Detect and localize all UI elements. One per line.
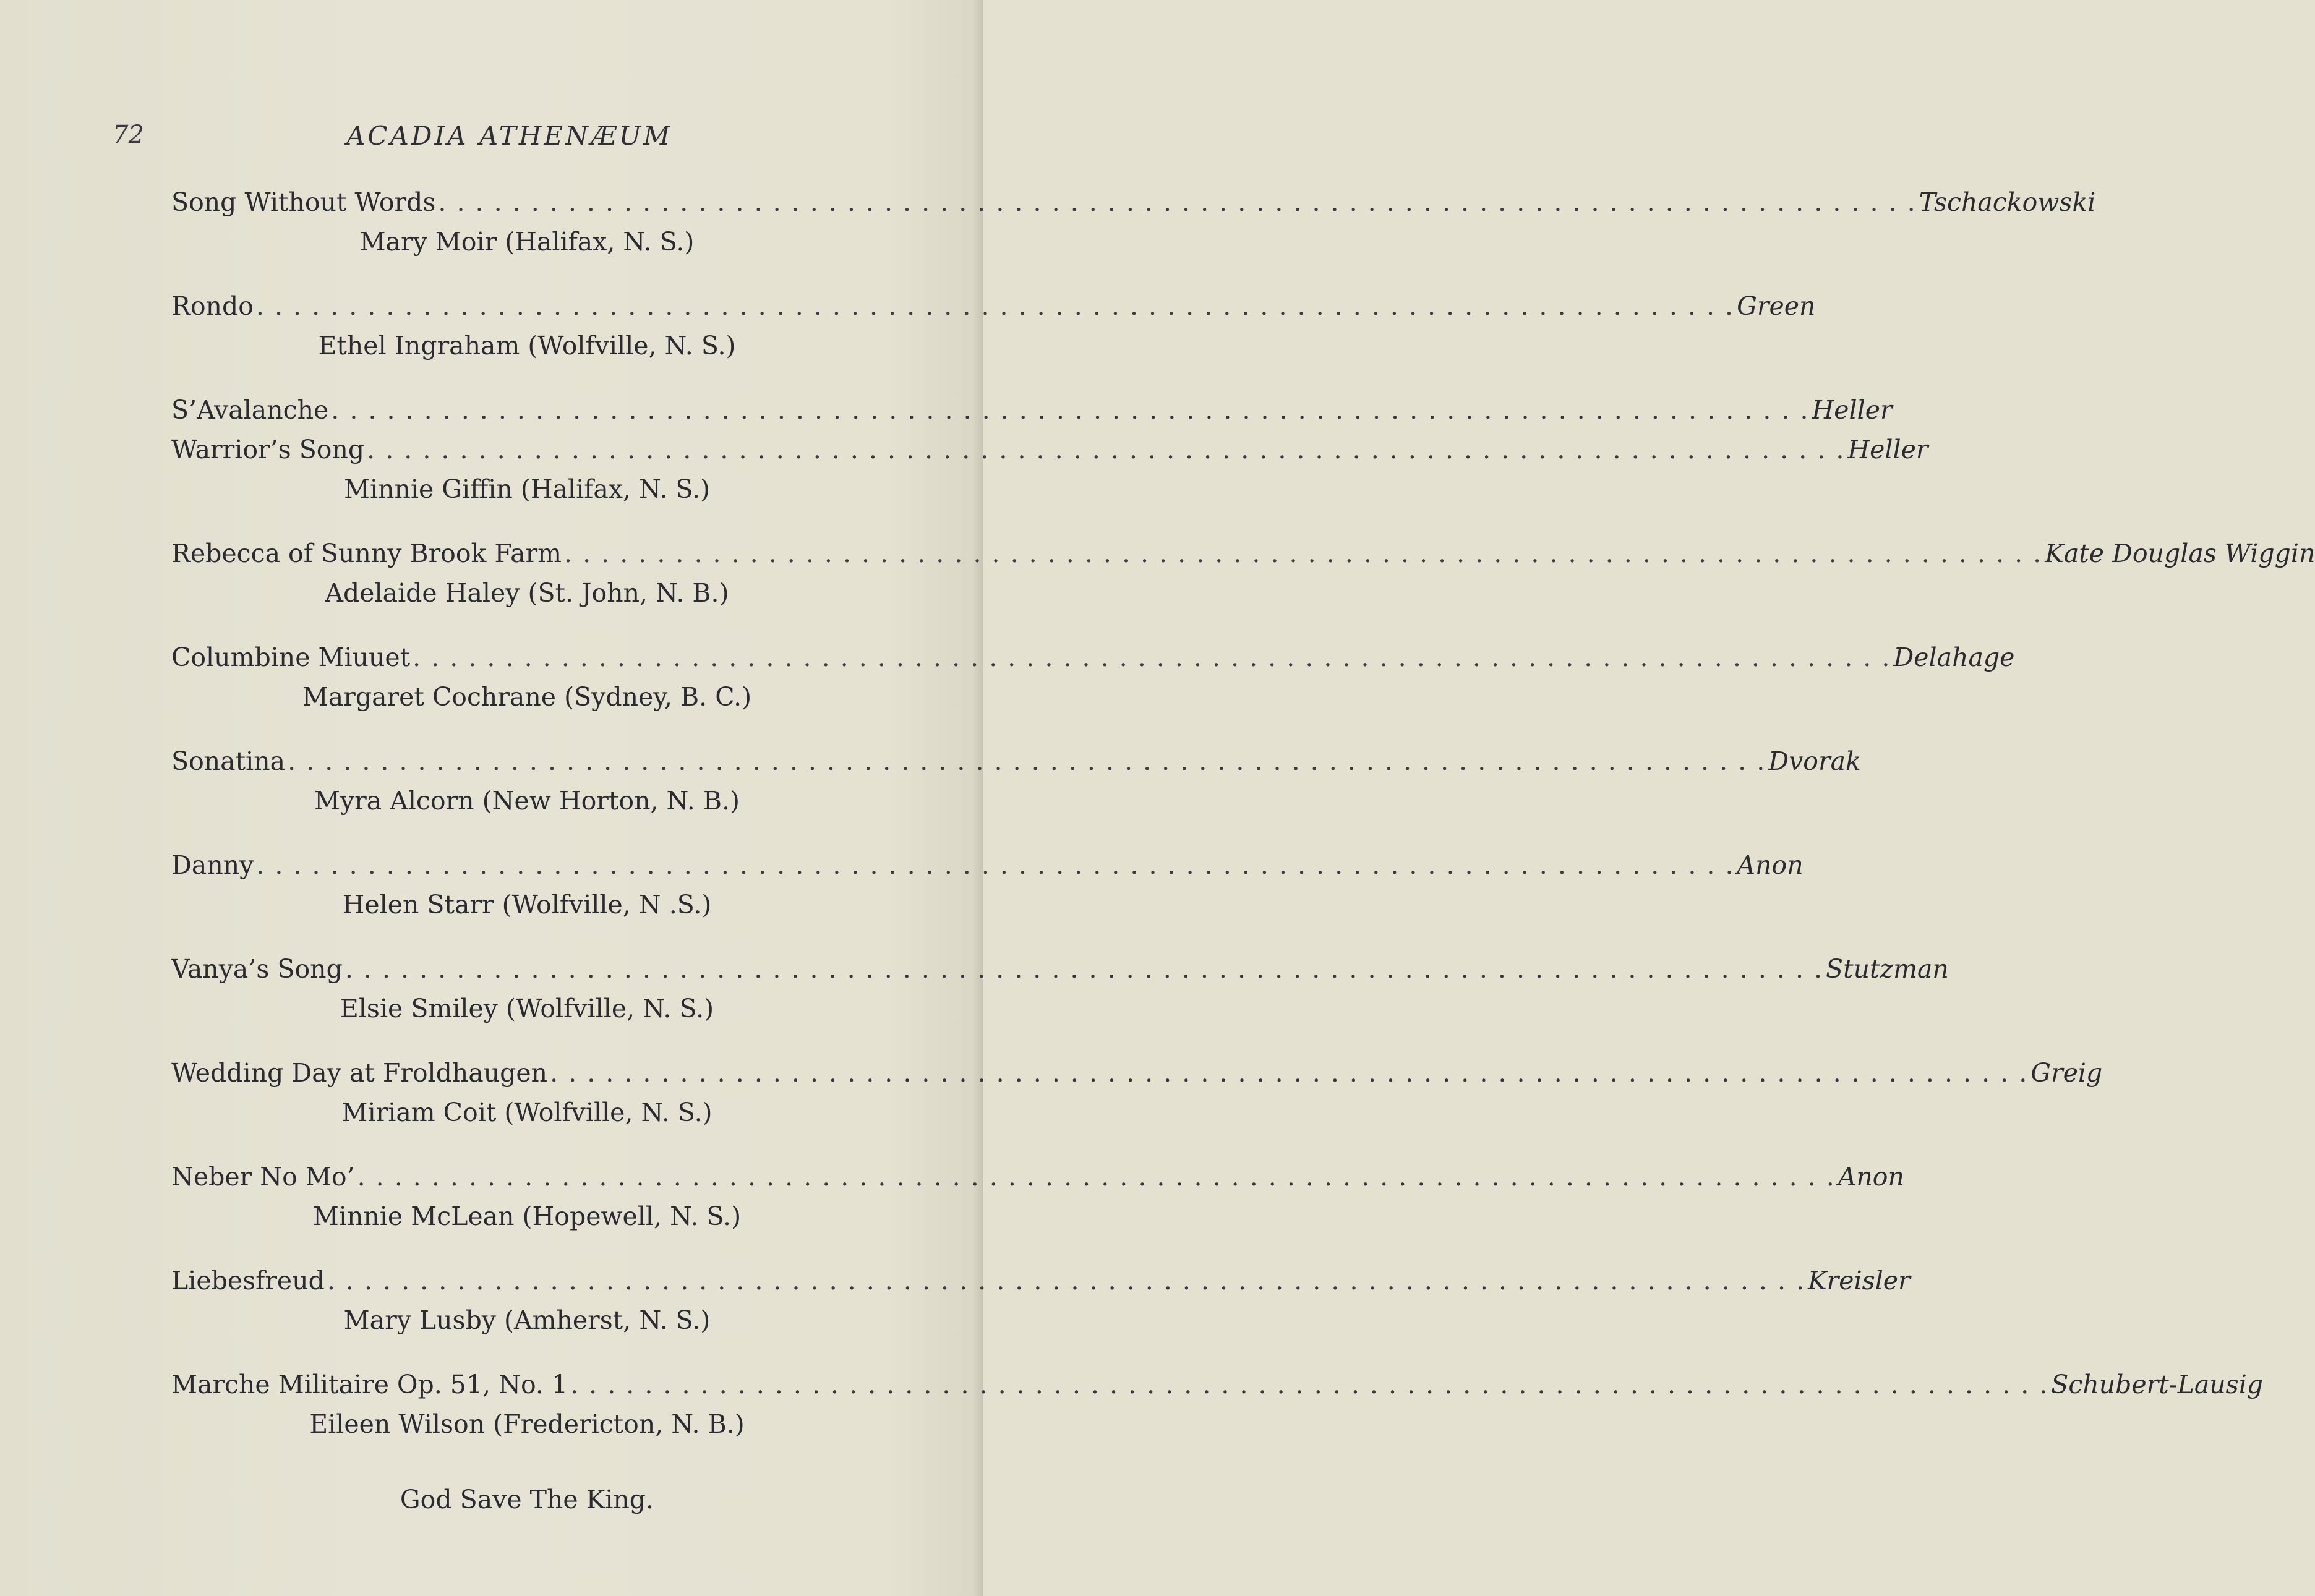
piece-title: Rondo (171, 291, 254, 321)
dot-leader: . . . . . . . . . . . . . . . . . . . . . . . . . . . . . . . . . . . . . . . . . . . . . . . . . . . . . . . . . . . . . . . . . . . . . . . . . . . . . . . . (413, 642, 1891, 672)
composer-name: Kreisler (1808, 1266, 1911, 1295)
composer-name: Delahage (1893, 642, 2015, 672)
piece-line (171, 845, 1804, 885)
dot-leader: . . . . . . . . . . . . . . . . . . . . . . . . . . . . . . . . . . . . . . . . . . . . . . . . . . . . . . . . . . . . . . . . . . . . . . . . . . . . . . . . (256, 850, 1735, 880)
dot-leader: . . . . . . . . . . . . . . . . . . . . . . . . . . . . . . . . . . . . . . . . . . . . . . . . . . . . . . . . . . . . . . . . . . . . . . . . . . . . . . . . (550, 1058, 2029, 1088)
program-entry (171, 390, 1928, 509)
piece-title: Song Without Words (171, 187, 436, 217)
composer-name: Anon (1737, 850, 1804, 880)
piece-title: Warrior’s Song (171, 435, 365, 464)
composer-name: Greig (2030, 1058, 2103, 1088)
running-head: ACADIA ATHENÆUM (346, 121, 673, 151)
piece-line (171, 1157, 1904, 1197)
performer-name: Mary Moir (Halifax, N. S.) (359, 227, 695, 257)
program-entry (171, 534, 2315, 613)
composer-name: Stutzman (1826, 954, 1949, 984)
performer-name: Mary Lusby (Amherst, N. S.) (343, 1305, 711, 1335)
composer-name: Anon (1838, 1162, 1904, 1192)
performer-name: Helen Starr (Wolfville, N .S.) (342, 890, 712, 920)
piece-title: Marche Militaire Op. 51, No. 1 (171, 1370, 568, 1399)
dot-leader: . . . . . . . . . . . . . . . . . . . . . . . . . . . . . . . . . . . . . . . . . . . . . . . . . . . . . . . . . . . . . . . . . . . . . . . . . . . . . . . . (438, 187, 1917, 217)
piece-title: Sonatina (171, 746, 286, 776)
page-number: 72 (113, 121, 144, 149)
entry-spacer (171, 1444, 883, 1469)
recital-program (171, 182, 2315, 1519)
dot-leader: . . . . . . . . . . . . . . . . . . . . . . . . . . . . . . . . . . . . . . . . . . . . . . . . . . . . . . . . . . . . . . . . . . . . . . . . . . . . . . . . (357, 1162, 1836, 1192)
piece-title: Neber No Mo’ (171, 1162, 355, 1192)
program-entry (171, 741, 1861, 821)
dot-leader: . . . . . . . . . . . . . . . . . . . . . . . . . . . . . . . . . . . . . . . . . . . . . . . . . . . . . . . . . . . . . . . . . . . . . . . . . . . . . . . . (564, 539, 2043, 568)
program-entry (171, 845, 1804, 924)
piece-title: Danny (171, 850, 254, 880)
program-entry (171, 1157, 1904, 1236)
piece-line (171, 430, 1928, 469)
program-entry (171, 1365, 2264, 1444)
composer-name: Tschackowski (1919, 187, 2096, 217)
performer-name: Minnie McLean (Hopewell, N. S.) (312, 1201, 742, 1231)
dot-leader: . . . . . . . . . . . . . . . . . . . . . . . . . . . . . . . . . . . . . . . . . . . . . . . . . . . . . . . . . . . . . . . . . . . . . . . . . . . . . . . . (570, 1370, 2049, 1399)
piece-line (171, 182, 2096, 222)
piece-line (171, 741, 1861, 781)
piece-line (171, 1053, 2103, 1093)
composer-name: Dvorak (1768, 746, 1861, 776)
program-entry (171, 286, 1816, 365)
piece-line (171, 390, 1893, 430)
entry-spacer (171, 1028, 883, 1053)
performer-name: Miriam Coit (Wolfville, N. S.) (341, 1098, 712, 1127)
composer-name: Kate Douglas Wiggin (2045, 539, 2315, 568)
program-entry (171, 1053, 2103, 1132)
piece-title: Columbine Miuuet (171, 642, 411, 672)
dot-leader: . . . . . . . . . . . . . . . . . . . . . . . . . . . . . . . . . . . . . . . . . . . . . . . . . . . . . . . . . . . . . . . . . . . . . . . . . . . . . . . . (288, 746, 1766, 776)
piece-line (171, 286, 1816, 326)
performer-name: Eileen Wilson (Fredericton, N. B.) (309, 1409, 745, 1439)
entry-spacer (171, 821, 883, 845)
entry-spacer (171, 509, 883, 534)
composer-name: Schubert-Lausig (2051, 1370, 2264, 1399)
piece-title: Liebesfreud (171, 1266, 325, 1295)
entry-spacer (171, 717, 883, 741)
performer-name: Margaret Cochrane (Sydney, B. C.) (302, 682, 752, 712)
piece-title: S’Avalanche (171, 395, 329, 425)
piece-title: Vanya’s Song (171, 954, 343, 984)
entry-spacer (171, 1132, 883, 1157)
entry-spacer (171, 613, 883, 638)
page-header (113, 121, 883, 158)
dot-leader: . . . . . . . . . . . . . . . . . . . . . . . . . . . . . . . . . . . . . . . . . . . . . . . . . . . . . . . . . . . . . . . . . . . . . . . . . . . . . . . . (255, 291, 1735, 321)
dot-leader: . . . . . . . . . . . . . . . . . . . . . . . . . . . . . . . . . . . . . . . . . . . . . . . . . . . . . . . . . . . . . . . . . . . . . . . . . . . . . . . . (327, 1266, 1806, 1295)
entry-spacer (171, 924, 883, 949)
piece-line (171, 638, 2015, 677)
entry-spacer (171, 1340, 883, 1365)
closing-line: God Save The King. (400, 1485, 654, 1514)
piece-title: Rebecca of Sunny Brook Farm (171, 539, 562, 568)
piece-line (171, 1365, 2264, 1404)
piece-line (171, 1261, 1911, 1300)
performer-name: Myra Alcorn (New Horton, N. B.) (314, 786, 740, 816)
dot-leader: . . . . . . . . . . . . . . . . . . . . . . . . . . . . . . . . . . . . . . . . . . . . . . . . . . . . . . . . . . . . . . . . . . . . . . . . . . . . . . . . (367, 435, 1846, 464)
piece-line (171, 949, 1949, 989)
program-entry (171, 638, 2015, 717)
composer-name: Heller (1847, 435, 1928, 464)
dot-leader: . . . . . . . . . . . . . . . . . . . . . . . . . . . . . . . . . . . . . . . . . . . . . . . . . . . . . . . . . . . . . . . . . . . . . . . . . . . . . . . . (331, 395, 1810, 425)
composer-name: Green (1737, 291, 1816, 321)
performer-name: Adelaide Haley (St. John, N. B.) (325, 578, 729, 608)
entry-spacer (171, 1236, 883, 1261)
performer-name: Minnie Giffin (Halifax, N. S.) (343, 474, 711, 504)
page-edge (974, 0, 983, 1596)
program-entry (171, 1261, 1911, 1340)
entry-spacer (171, 365, 883, 390)
performer-name: Ethel Ingraham (Wolfville, N. S.) (318, 331, 736, 361)
entry-spacer (171, 262, 883, 286)
composer-name: Heller (1812, 395, 1893, 425)
piece-line (171, 534, 2315, 573)
piece-title: Wedding Day at Froldhaugen (171, 1058, 548, 1088)
program-entry (171, 182, 2096, 262)
performer-name: Elsie Smiley (Wolfville, N. S.) (340, 994, 714, 1023)
dot-leader: . . . . . . . . . . . . . . . . . . . . . . . . . . . . . . . . . . . . . . . . . . . . . . . . . . . . . . . . . . . . . . . . . . . . . . . . . . . . . . . . (344, 954, 1824, 984)
program-entry (171, 949, 1949, 1028)
